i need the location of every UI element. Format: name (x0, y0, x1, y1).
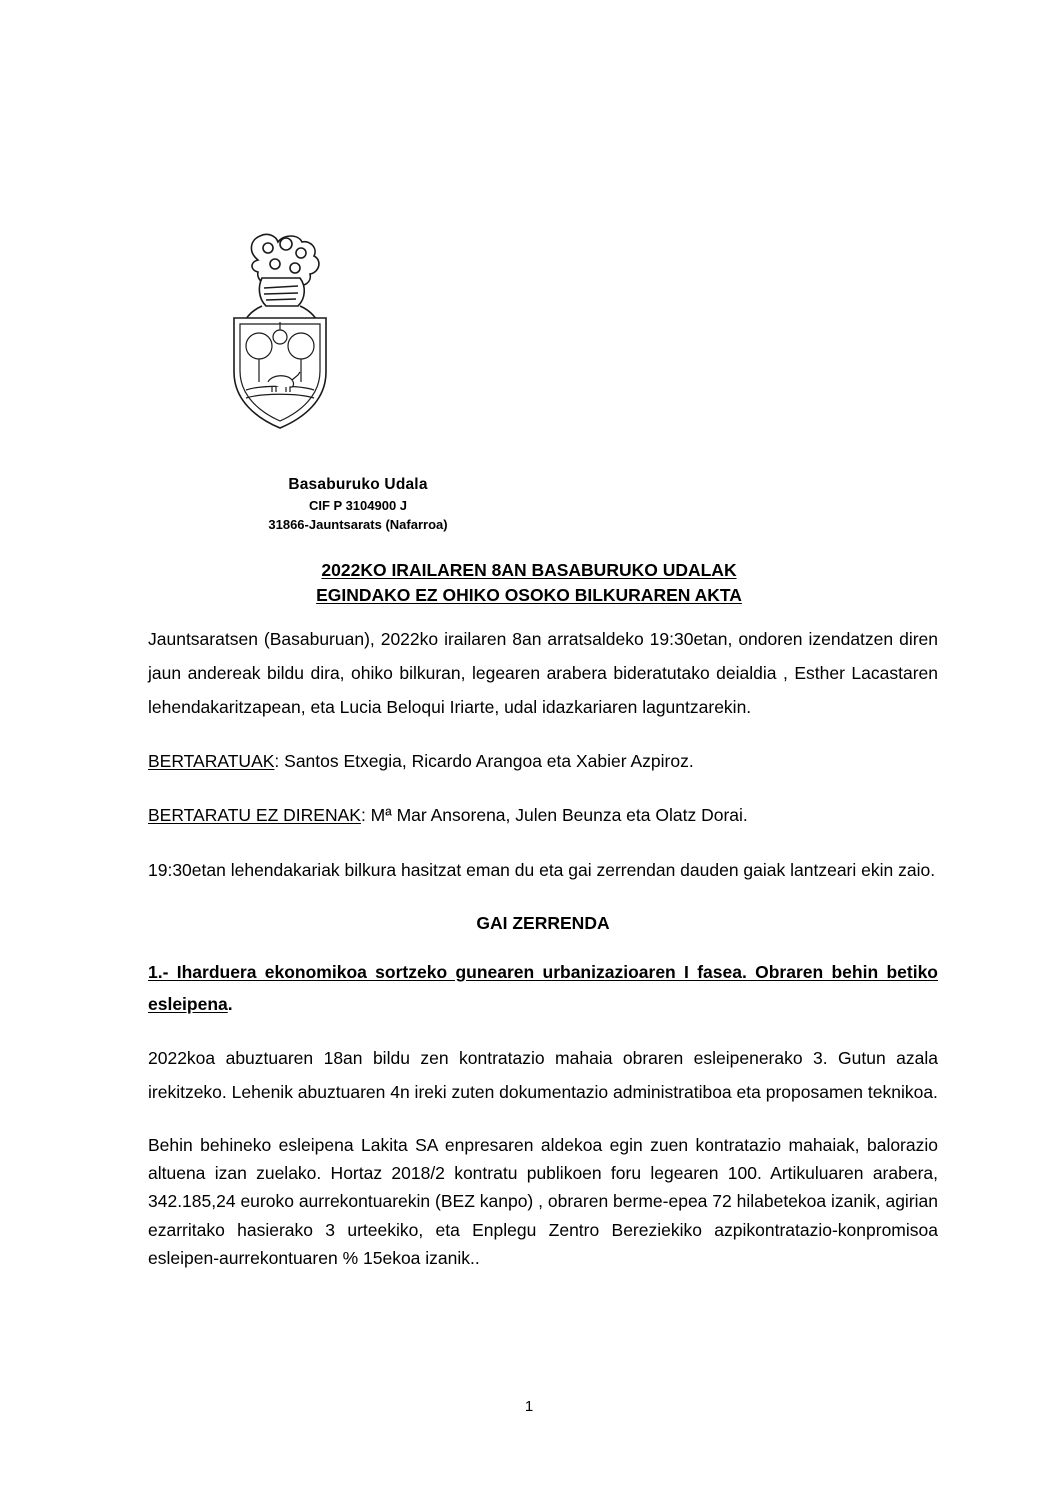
title-line-1: 2022KO IRAILAREN 8AN BASABURUKO UDALAK (321, 560, 737, 580)
absentees-text: : Mª Mar Ansorena, Julen Beunza eta Olatz Dorai. (360, 804, 748, 825)
absentees-label: BERTARATU EZ DIRENAK (148, 804, 361, 825)
title-line-2: EGINDAKO EZ OHIKO OSOKO BILKURAREN AKTA (316, 585, 742, 606)
letterhead (148, 475, 568, 535)
agenda-item-1-period: . (227, 994, 233, 1015)
page-title (148, 558, 910, 609)
agenda-heading: GAI ZERRENDA (476, 912, 610, 933)
agenda-item-1-heading (148, 956, 938, 1021)
coat-of-arms-icon (200, 222, 360, 442)
paragraph-absentees (148, 800, 938, 831)
paragraph-intro: Jauntsaratsen (Basaburuan), 2022ko irailaren 8an arratsaldeko 19:30etan, ondoren izendatzen diren jaun andereak bildu dira, ohiko bilkuran, legearen arabera bideratutako deialdia , Esther Lacastaren lehendakaritzapean, eta Lucia Beloqui Iriarte, udal idazkariaren laguntzarekin. (148, 629, 938, 718)
postal-address: 31866-Jauntsarats (Nafarroa) (268, 517, 448, 533)
organization-name: Basaburuko Udala (288, 476, 428, 493)
attendees-label: BERTARATUAK (148, 751, 275, 772)
page-number: 1 (524, 1398, 534, 1415)
agenda-item-1-title: 1.- Iharduera ekonomikoa sortzeko gunearen urbanizazioaren I fasea. Obraren behin betiko esleipena (148, 961, 938, 1015)
document-body (148, 622, 938, 1281)
paragraph-opening: 19:30etan lehendakariak bilkura hasitzat eman du eta gai zerrendan dauden gaiak lantzeari ekin zaio. (148, 859, 936, 880)
agenda-item-1-paragraph-2: Behin behineko esleipena Lakita SA enpresaren aldekoa egin zuen kontratazio mahaiak, balorazio altuena izan zuelako. Hortaz 2018/2 kontratu publikoen foru legearen 100. Artikuluaren arabera, 342.185,24 euroko aurrekontuarekin (BEZ kanpo) , obraren berme-epea 72 hilabetekoa izanik, agirian ezarritako hasierako 3 urteekiko, eta Enplegu Zentro Bereziekiko azpikontratazio-konpromisoa esleipen-aurrekontuaren % 15ekoa izanik.. (148, 1134, 938, 1269)
paragraph-attendees (148, 746, 938, 777)
attendees-text: : Santos Etxegia, Ricardo Arangoa eta Xabier Azpiroz. (274, 751, 694, 772)
cif-number: CIF P 3104900 J (308, 497, 408, 513)
agenda-item-1-paragraph-1: 2022koa abuztuaren 18an bildu zen kontratazio mahaia obraren esleipenerako 3. Gutun azala irekitzeko. Lehenik abuztuaren 4n ireki zuten dokumentazio administratiboa eta proposamen teknikoa. (148, 1047, 938, 1102)
